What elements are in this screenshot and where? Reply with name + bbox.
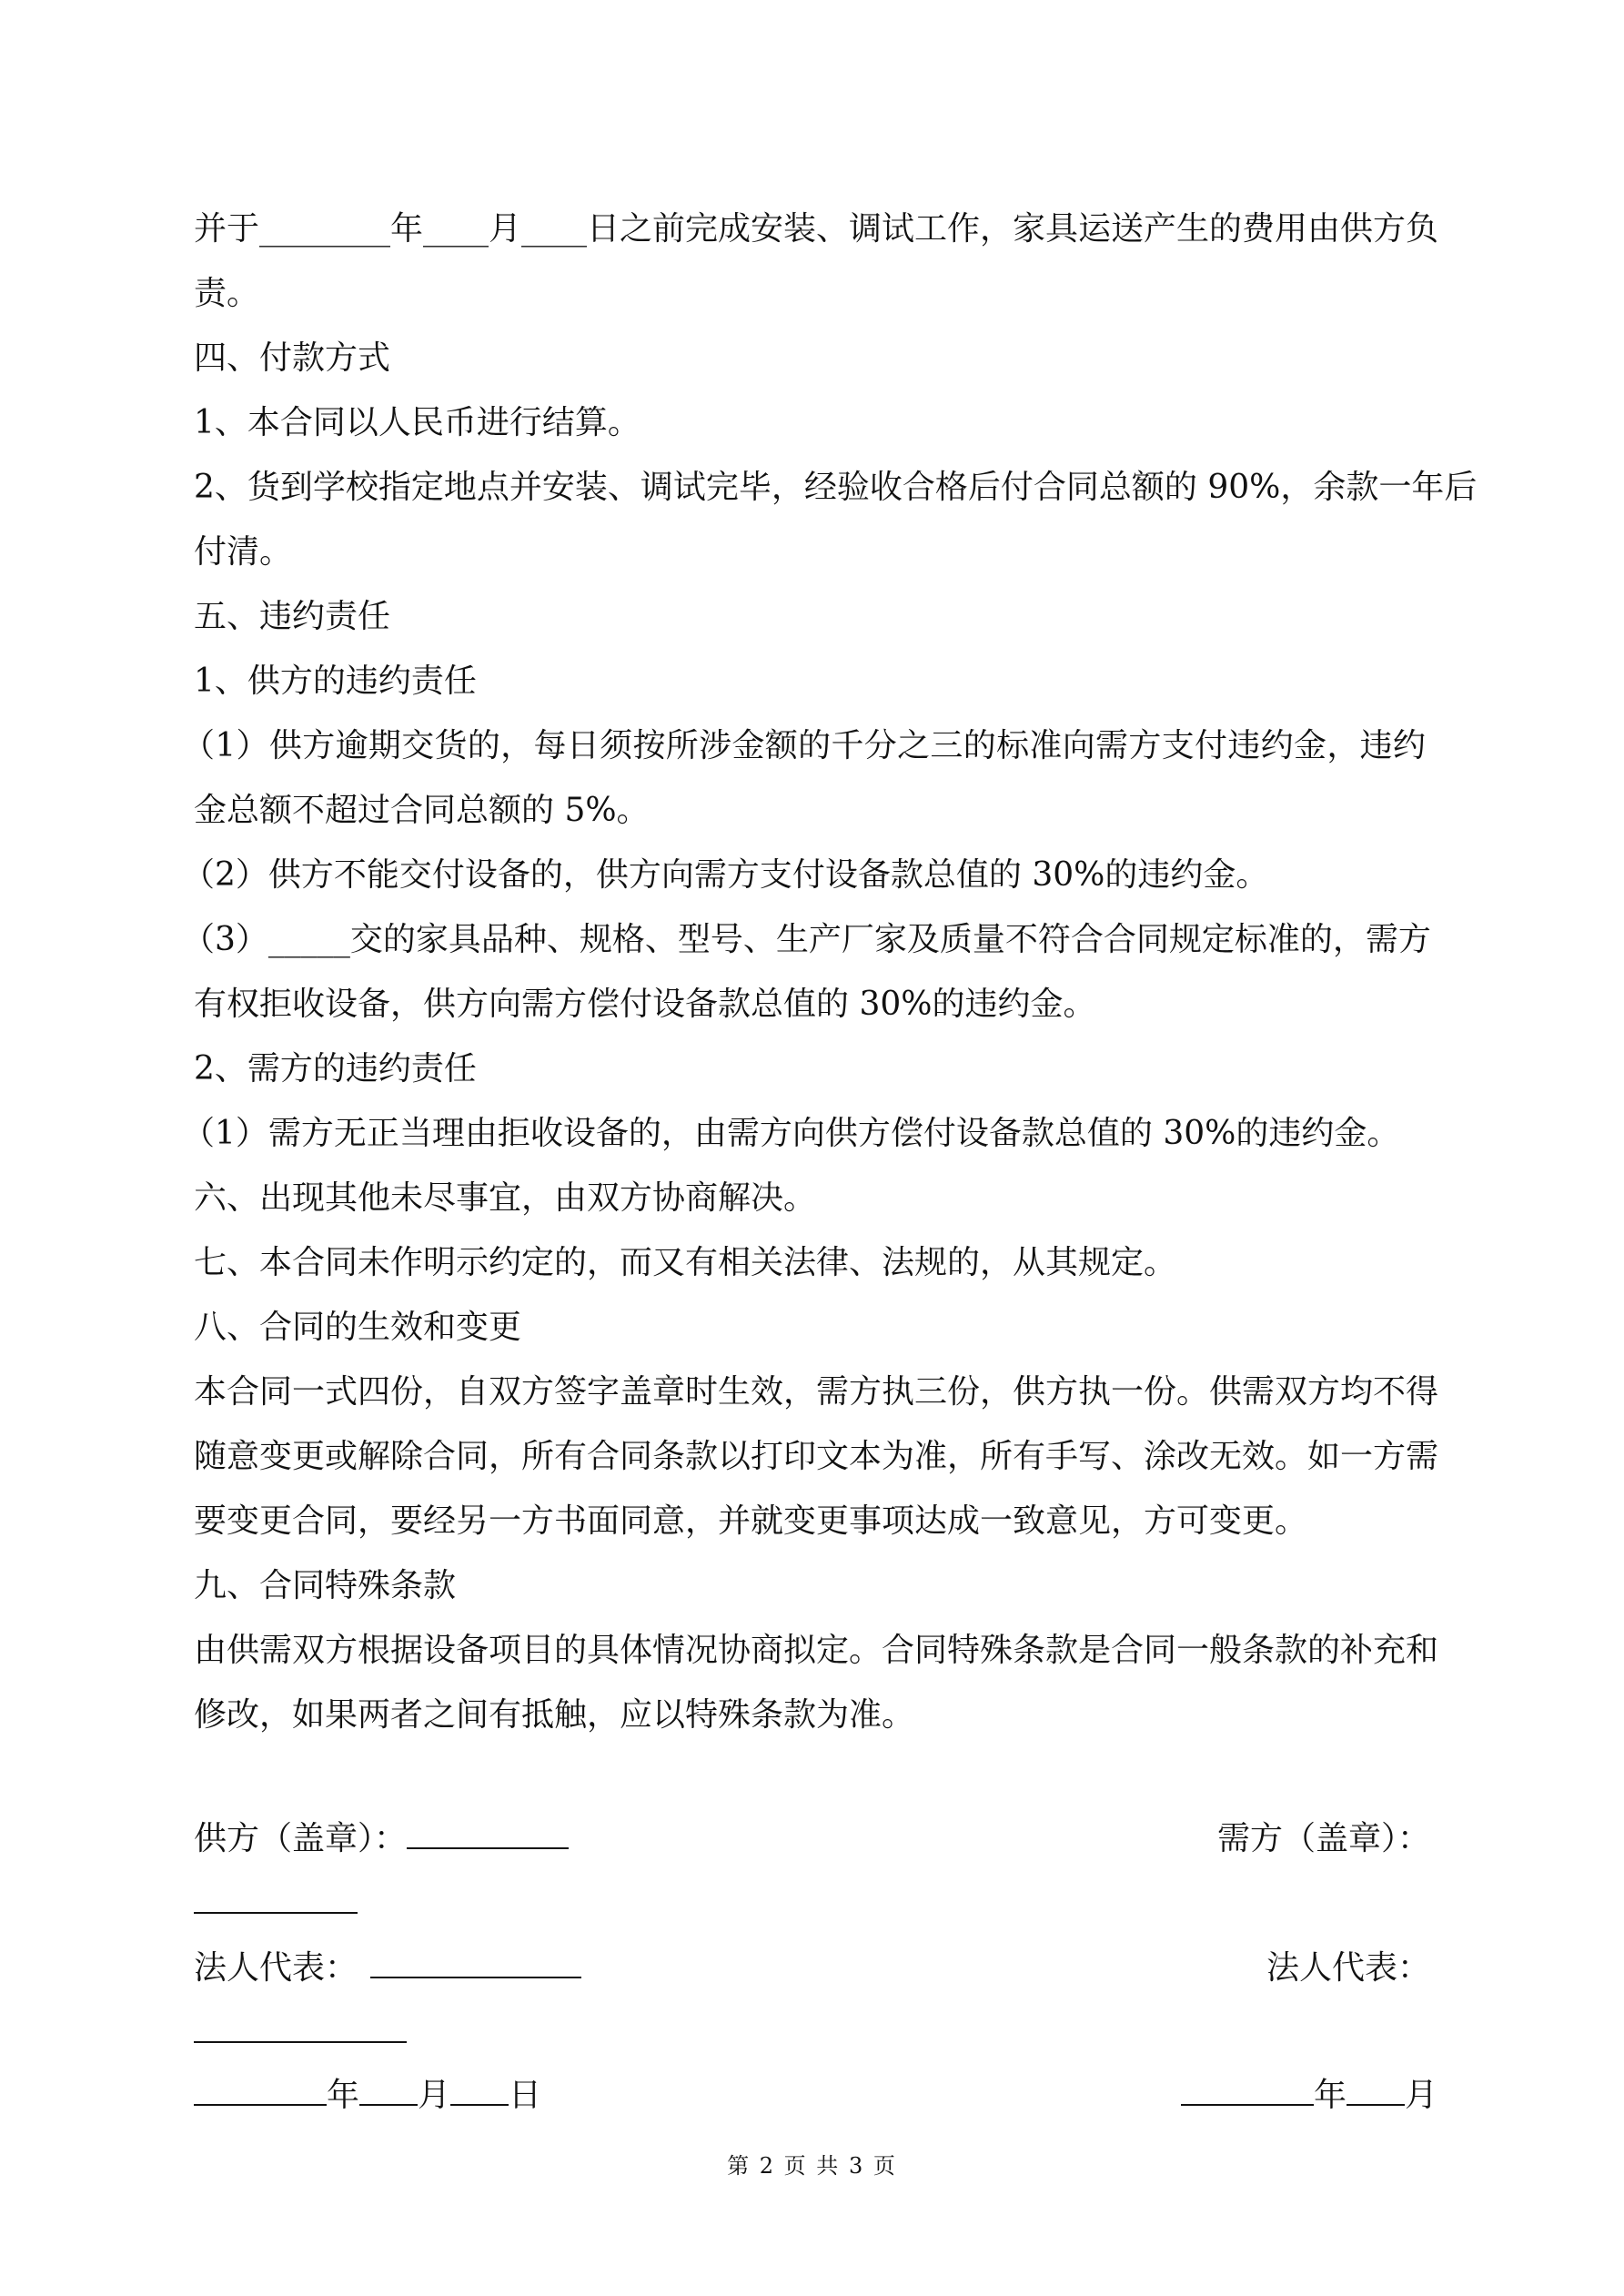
body-line: 八、合同的生效和变更 (194, 1309, 522, 1346)
buyer-rep-blank (194, 2005, 407, 2043)
body-line: 1、本合同以人民币进行结算。 (194, 404, 641, 441)
body-line: 五、违约责任 (194, 598, 391, 635)
month-blank (1347, 2068, 1405, 2106)
body-line: 本合同一式四份，自双方签字盖章时生效，需方执三份，供方执一份。供需双方均不得 (194, 1373, 1439, 1411)
body-line: （1）需方无正当理由拒收设备的，由需方向供方偿付设备款总值的 30%的违约金。 (182, 1115, 1400, 1152)
page-number: 第 2 页 共 3 页 (727, 2153, 897, 2179)
body-line: 七、本合同未作明示约定的，而又有相关法律、法规的，从其规定。 (194, 1244, 1177, 1281)
body-line: 责。 (194, 275, 260, 312)
body-line: 随意变更或解除合同，所有合同条款以打印文本为准，所有手写、涂改无效。如一方需 (194, 1438, 1439, 1475)
supplier-seal-row (194, 1806, 569, 1871)
supplier-seal-blank (407, 1811, 569, 1849)
body-line: 2、需方的违约责任 (194, 1050, 477, 1087)
year-label: 年 (1313, 2077, 1347, 2114)
day-blank (450, 2068, 509, 2106)
body-line: 1、供方的违约责任 (194, 663, 477, 700)
buyer-rep-label: 法人代表： (1266, 1949, 1430, 1987)
body-line: （2）供方不能交付设备的，供方向需方支付设备款总值的 30%的违约金。 (182, 856, 1269, 894)
year-label: 年 (327, 2077, 360, 2114)
supplier-rep-label: 法人代表： (194, 1949, 358, 1987)
supplier-rep-blank (370, 1940, 581, 1978)
body-line: 由供需双方根据设备项目的具体情况协商拟定。合同特殊条款是合同一般条款的补充和 (194, 1632, 1439, 1669)
body-line: 2、货到学校指定地点并安装、调试完毕，经验收合格后付合同总额的 90%，余款一年后 (194, 469, 1478, 506)
buyer-seal-blank-row (194, 1871, 358, 1936)
buyer-seal-label: 需方（盖章）： (1216, 1820, 1430, 1857)
buyer-date-row (1181, 2063, 1437, 2128)
month-label: 月 (418, 2077, 451, 2114)
body-line: 付清。 (194, 533, 293, 571)
body-line: 六、出现其他未尽事宜，由双方协商解决。 (194, 1179, 817, 1217)
body-line: 九、合同特殊条款 (194, 1567, 457, 1604)
supplier-seal-label: 供方（盖章）： (194, 1820, 408, 1857)
body-line: 要变更合同，要经另一方书面同意，并就变更事项达成一致意见，方可变更。 (194, 1502, 1308, 1540)
buyer-rep-blank-row (194, 2000, 407, 2065)
body-line: 修改，如果两者之间有抵触，应以特殊条款为准。 (194, 1696, 915, 1734)
body-line: 四、付款方式 (194, 339, 391, 377)
day-label: 日 (509, 2077, 542, 2114)
month-blank (359, 2068, 418, 2106)
body-line: 有权拒收设备，供方向需方偿付设备款总值的 30%的违约金。 (194, 986, 1096, 1023)
body-line: （3）_____交的家具品种、规格、型号、生产厂家及质量不符合合同规定标准的，需方 (182, 921, 1431, 958)
supplier-date-row (194, 2063, 541, 2128)
year-blank (194, 2068, 327, 2106)
body-line: 并于________年____月____日之前完成安装、调试工作，家具运送产生的费用由供方负 (194, 210, 1439, 248)
buyer-seal-blank (194, 1876, 358, 1914)
body-line: （1）供方逾期交货的，每日须按所涉金额的千分之三的标准向需方支付违约金，违约 (182, 727, 1426, 764)
year-blank (1181, 2068, 1314, 2106)
supplier-rep-row (194, 1936, 581, 2000)
body-line: 金总额不超过合同总额的 5%。 (194, 792, 650, 829)
month-label: 月 (1404, 2077, 1437, 2114)
